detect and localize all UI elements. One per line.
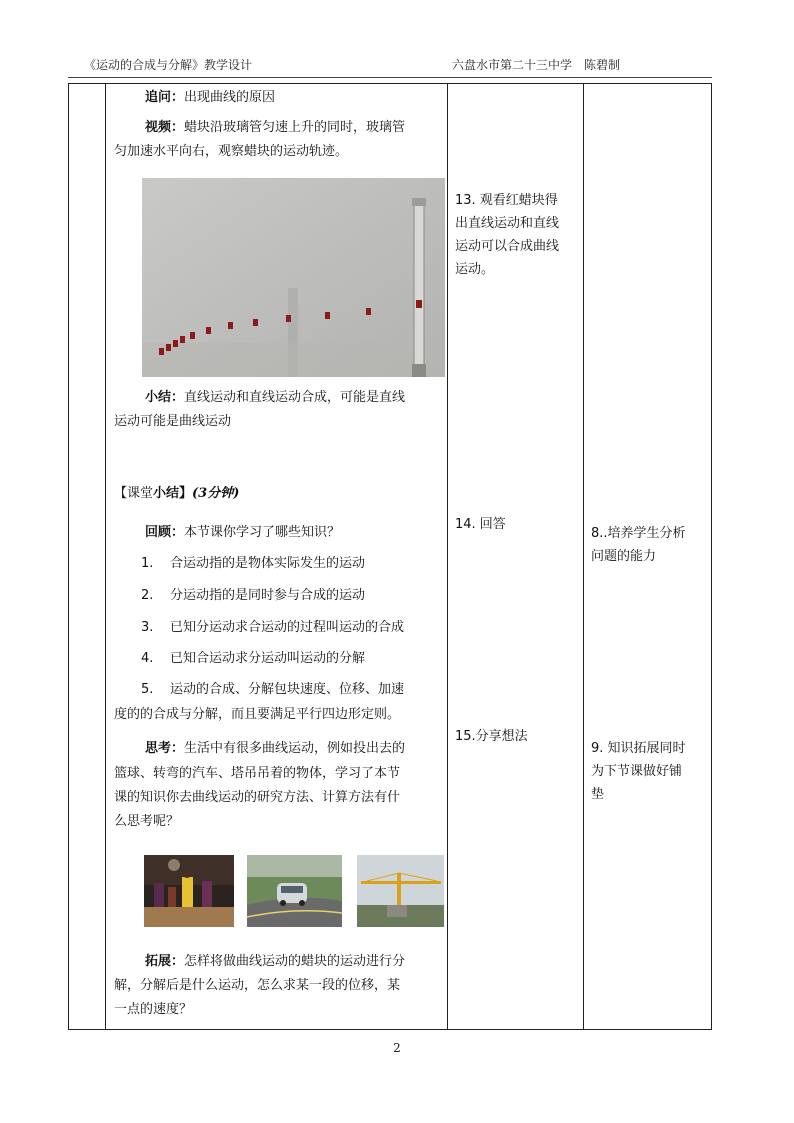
list-item-number: 1. xyxy=(141,556,154,571)
think-text-1: 生活中有很多曲线运动，例如投出去的 xyxy=(184,741,406,756)
think-label: 思考： xyxy=(145,741,185,756)
basketball-photo xyxy=(144,855,234,927)
summary-text-1: 直线运动和直线运动合成，可能是直线 xyxy=(184,390,406,405)
intent-9-line-1: 9. 知识拓展同时 xyxy=(591,741,686,756)
video-line-1 xyxy=(145,116,405,140)
list-item-text: 运动的合成、分解包块速度、位移、加速 xyxy=(170,682,405,697)
student-activity-14: 14. 回答 xyxy=(455,517,506,532)
header-school-author: 六盘水市第二十三中学 陈碧制 xyxy=(452,58,621,72)
list-item-text: 已知分运动求合运动的过程叫运动的合成 xyxy=(170,620,405,635)
summary-line-2: 运动可能是曲线运动 xyxy=(114,414,232,429)
student-13-line-3: 运动可以合成曲线 xyxy=(455,239,560,254)
list-item xyxy=(141,584,365,608)
section-time: (3分钟) xyxy=(192,486,240,501)
header-title: 《运动的合成与分解》教学设计 xyxy=(84,58,253,72)
intent-9-line-3: 垫 xyxy=(591,787,605,802)
extension-line-1 xyxy=(145,950,405,974)
tower-crane-photo xyxy=(357,855,444,927)
section-title-bold: 小结】 xyxy=(153,486,193,501)
list-item xyxy=(141,647,365,671)
student-13-line-1: 13. 观看红蜡块得 xyxy=(455,193,558,208)
extension-label: 拓展： xyxy=(145,954,185,969)
list-item-number: 5. xyxy=(141,682,154,697)
followup-question xyxy=(145,86,275,110)
student-activity-13 xyxy=(455,189,559,281)
extension-text-1: 怎样将做曲线运动的蜡块的运动进行分 xyxy=(184,954,406,969)
video-label: 视频： xyxy=(145,120,185,135)
video-line-2: 匀加速水平向右，观察蜡块的运动轨迹。 xyxy=(114,144,349,159)
think-line-2: 篮球、转弯的汽车、塔吊吊着的物体，学习了本节 xyxy=(114,766,401,781)
summary-label: 小结： xyxy=(145,390,185,405)
list-item xyxy=(141,552,365,576)
section-title: 【课堂 xyxy=(114,486,154,501)
list-item-text: 合运动指的是物体实际发生的运动 xyxy=(170,556,366,571)
wax-block-experiment-photo xyxy=(142,178,445,377)
think-line-1 xyxy=(145,737,405,761)
page-number: 2 xyxy=(393,1041,401,1055)
header-rule xyxy=(68,77,712,78)
list-item-number: 2. xyxy=(141,588,154,603)
column-divider-2 xyxy=(447,84,448,1029)
list-item xyxy=(141,616,404,640)
design-intent-9 xyxy=(591,737,686,806)
list-item-5-line-1 xyxy=(141,678,404,702)
extension-line-2: 解，分解后是什么运动，怎么求某一段的位移，某 xyxy=(114,978,401,993)
student-activity-15: 15.分享想法 xyxy=(455,729,528,744)
column-divider-3 xyxy=(583,84,584,1029)
followup-label: 追问： xyxy=(145,90,185,105)
extension-line-3: 一点的速度？ xyxy=(114,1002,193,1017)
student-13-line-2: 出直线运动和直线 xyxy=(455,216,560,231)
review-text: 本节课你学习了哪些知识？ xyxy=(184,525,341,540)
list-item-text: 已知合运动求分运动叫运动的分解 xyxy=(170,651,366,666)
section-heading xyxy=(114,482,239,506)
list-item-text: 分运动指的是同时参与合成的运动 xyxy=(170,588,366,603)
intent-9-line-2: 为下节课做好铺 xyxy=(591,764,683,779)
intent-8-line-1: 8..培养学生分析 xyxy=(591,526,686,541)
list-item-number: 4. xyxy=(141,651,154,666)
design-intent-8 xyxy=(591,522,686,568)
list-item-5-line-2: 度的的合成与分解，而且要满足平行四边形定则。 xyxy=(114,707,401,722)
review-line xyxy=(145,521,340,545)
review-label: 回顾： xyxy=(145,525,185,540)
column-divider-1 xyxy=(105,84,106,1029)
summary-line-1 xyxy=(145,386,405,410)
intent-8-line-2: 问题的能力 xyxy=(591,549,657,564)
student-13-line-4: 运动。 xyxy=(455,262,495,277)
think-line-3: 课的知识你去曲线运动的研究方法、计算方法有什 xyxy=(114,790,401,805)
followup-text: 出现曲线的原因 xyxy=(184,90,276,105)
list-item-number: 3. xyxy=(141,620,154,635)
think-line-4: 么思考呢？ xyxy=(114,814,180,829)
video-text-1: 蜡块沿玻璃管匀速上升的同时，玻璃管 xyxy=(184,120,406,135)
turning-car-photo xyxy=(247,855,342,927)
